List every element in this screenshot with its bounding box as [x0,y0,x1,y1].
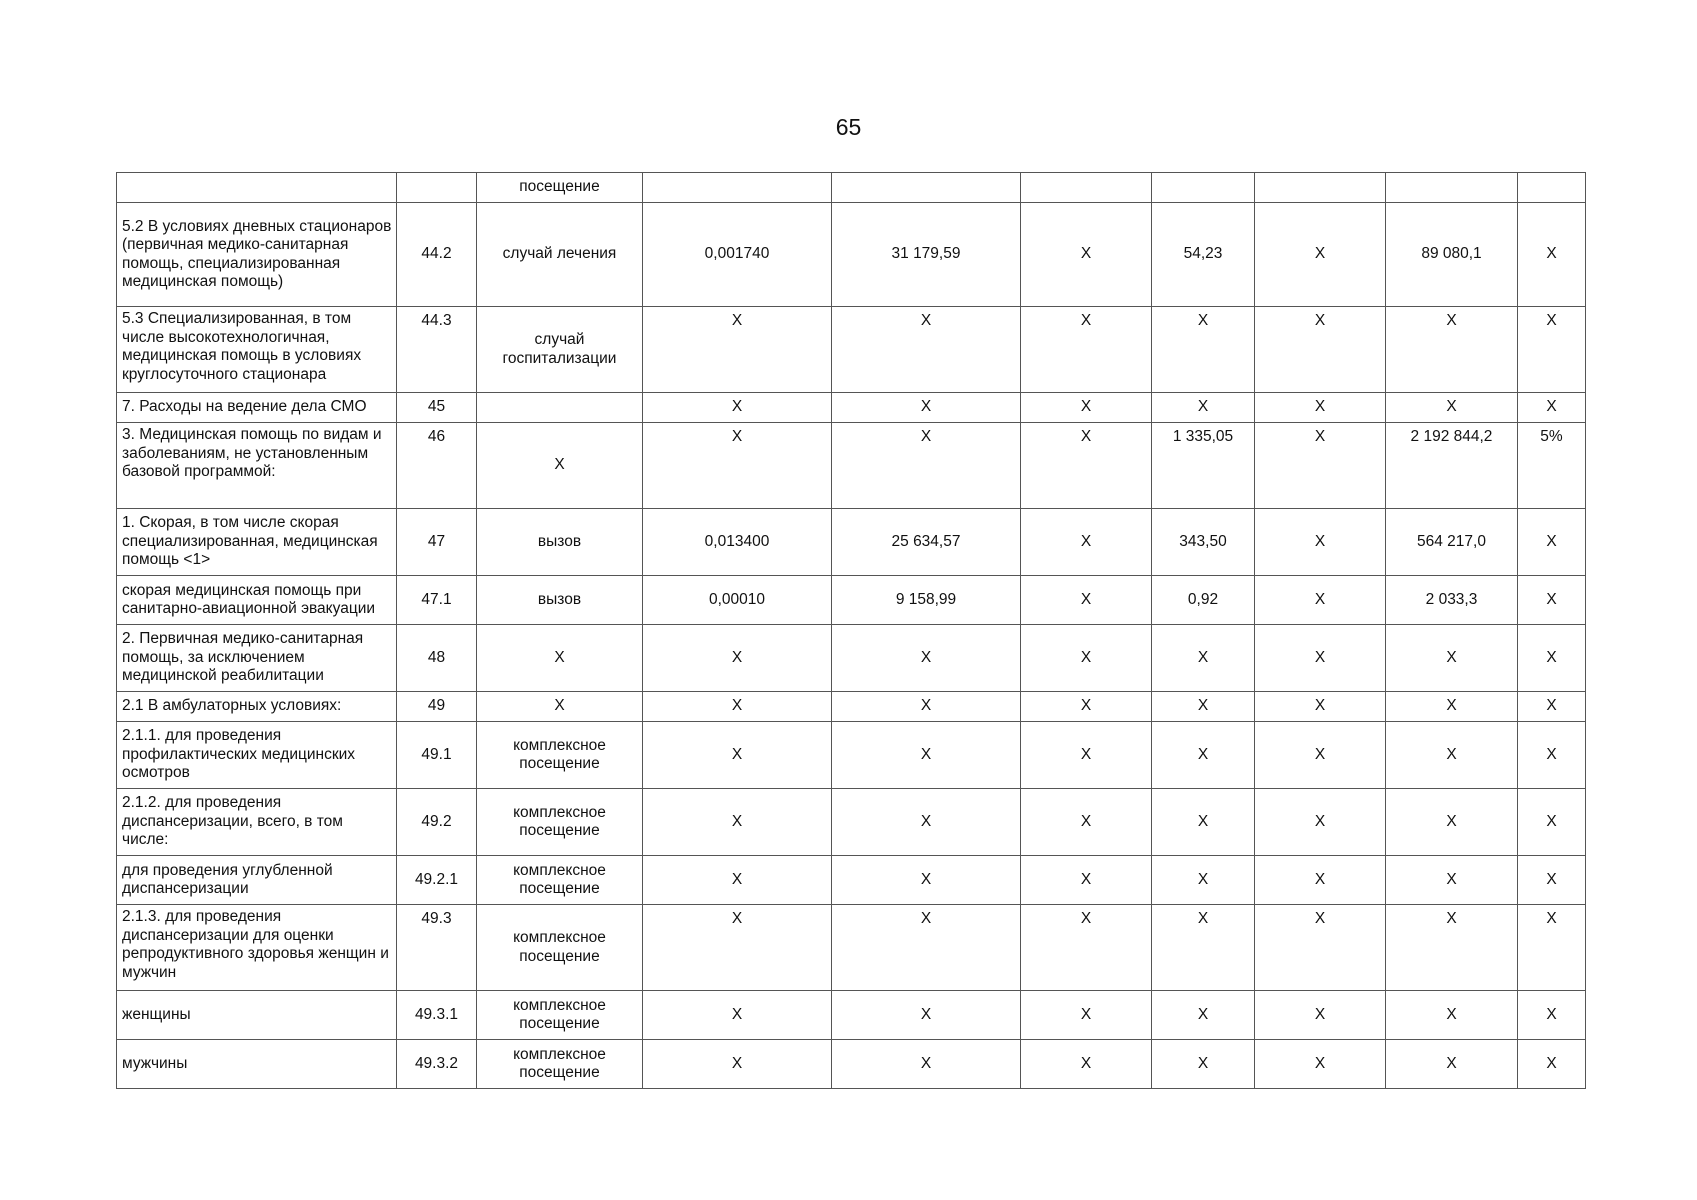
value-cell: Х [832,307,1021,393]
value-cell: Х [643,423,832,509]
value-cell: Х [1255,393,1386,423]
value-cell: Х [1255,692,1386,722]
value-cell: Х [832,991,1021,1040]
value-cell: Х [643,1040,832,1089]
value-cell: Х [1518,393,1586,423]
value-cell: Х [1152,393,1255,423]
unit-cell: комплексное посещение [477,991,643,1040]
row-code-cell [397,173,477,203]
row-name-cell [117,173,397,203]
unit-cell: комплексное посещение [477,1040,643,1089]
table-row [117,905,1586,991]
table-row [117,625,1586,692]
value-cell [832,173,1021,203]
value-cell: Х [1021,1040,1152,1089]
row-code-cell: 48 [397,625,477,692]
value-cell: Х [1021,203,1152,307]
value-cell: Х [1518,856,1586,905]
table-row [117,307,1586,393]
row-code-cell: 45 [397,393,477,423]
value-cell: 89 080,1 [1386,203,1518,307]
row-name-cell: 2.1.2. для проведения диспансеризации, всего, в том числе: [117,789,397,856]
value-cell: Х [1152,856,1255,905]
value-cell: Х [1255,203,1386,307]
unit-cell [477,393,643,423]
value-cell: Х [1152,1040,1255,1089]
value-cell: Х [832,625,1021,692]
value-cell: 9 158,99 [832,576,1021,625]
value-cell: Х [1386,991,1518,1040]
table-row [117,722,1586,789]
value-cell: Х [1255,991,1386,1040]
value-cell: Х [643,625,832,692]
value-cell: Х [1021,991,1152,1040]
row-name-cell: 3. Медицинская помощь по видам и заболеваниям, не установленным базовой программой: [117,423,397,509]
unit-cell: случай госпитализации [477,307,643,393]
unit-cell: посещение [477,173,643,203]
value-cell: Х [1255,625,1386,692]
table-row [117,576,1586,625]
value-cell: Х [832,905,1021,991]
unit-cell: комплексное посещение [477,905,643,991]
value-cell: Х [1386,789,1518,856]
value-cell: Х [1021,509,1152,576]
row-code-cell: 49.3.1 [397,991,477,1040]
value-cell: Х [1152,307,1255,393]
unit-cell: вызов [477,509,643,576]
table-row [117,173,1586,203]
value-cell [1021,173,1152,203]
value-cell: Х [1255,509,1386,576]
row-code-cell: 47.1 [397,576,477,625]
value-cell: Х [1386,307,1518,393]
value-cell: Х [832,692,1021,722]
row-name-cell: 7. Расходы на ведение дела СМО [117,393,397,423]
value-cell: Х [1021,722,1152,789]
value-cell: Х [1518,905,1586,991]
value-cell: Х [1518,625,1586,692]
value-cell: 0,001740 [643,203,832,307]
unit-cell: комплексное посещение [477,789,643,856]
value-cell: Х [1386,692,1518,722]
value-cell: 0,013400 [643,509,832,576]
unit-cell: Х [477,625,643,692]
value-cell: Х [832,423,1021,509]
unit-cell: комплексное посещение [477,856,643,905]
value-cell: 2 192 844,2 [1386,423,1518,509]
row-name-cell: скорая медицинская помощь при санитарно-авиационной эвакуации [117,576,397,625]
table-row [117,991,1586,1040]
value-cell: Х [1152,905,1255,991]
value-cell: Х [1518,509,1586,576]
row-name-cell: 2.1 В амбулаторных условиях: [117,692,397,722]
value-cell: Х [643,905,832,991]
value-cell: Х [832,1040,1021,1089]
row-code-cell: 49.3.2 [397,1040,477,1089]
value-cell: 343,50 [1152,509,1255,576]
value-cell: Х [1152,991,1255,1040]
row-code-cell: 44.2 [397,203,477,307]
value-cell: 2 033,3 [1386,576,1518,625]
table-row [117,203,1586,307]
value-cell: Х [832,856,1021,905]
value-cell [643,173,832,203]
value-cell: Х [1255,1040,1386,1089]
row-name-cell: для проведения углубленной диспансеризации [117,856,397,905]
table-row [117,856,1586,905]
value-cell: 0,92 [1152,576,1255,625]
value-cell: Х [643,789,832,856]
value-cell: Х [1255,423,1386,509]
value-cell: 564 217,0 [1386,509,1518,576]
value-cell: Х [1386,856,1518,905]
value-cell: Х [1518,692,1586,722]
row-code-cell: 47 [397,509,477,576]
value-cell: Х [643,692,832,722]
value-cell: Х [1021,856,1152,905]
unit-cell: Х [477,692,643,722]
value-cell: 5% [1518,423,1586,509]
value-cell: 0,00010 [643,576,832,625]
row-code-cell: 49.2.1 [397,856,477,905]
value-cell: Х [832,393,1021,423]
value-cell: Х [1152,692,1255,722]
row-code-cell: 44.3 [397,307,477,393]
value-cell: 1 335,05 [1152,423,1255,509]
value-cell: Х [1518,722,1586,789]
value-cell: Х [1518,576,1586,625]
row-code-cell: 49 [397,692,477,722]
value-cell: Х [1152,722,1255,789]
value-cell: Х [1386,625,1518,692]
value-cell: Х [643,307,832,393]
value-cell: 25 634,57 [832,509,1021,576]
row-name-cell: 2.1.3. для проведения диспансеризации для оценки репродуктивного здоровья женщин и мужчин [117,905,397,991]
unit-cell: комплексное посещение [477,722,643,789]
value-cell: Х [1152,789,1255,856]
value-cell [1518,173,1586,203]
value-cell: Х [832,722,1021,789]
row-name-cell: 2.1.1. для проведения профилактических медицинских осмотров [117,722,397,789]
row-name-cell: 1. Скорая, в том числе скорая специализированная, медицинская помощь <1> [117,509,397,576]
value-cell: Х [1518,307,1586,393]
row-name-cell: 5.2 В условиях дневных стационаров (первичная медико-санитарная помощь, специализированная медицинская помощь) [117,203,397,307]
value-cell: Х [1021,625,1152,692]
value-cell: Х [1386,1040,1518,1089]
value-cell: Х [1021,307,1152,393]
row-name-cell: мужчины [117,1040,397,1089]
value-cell: Х [1255,856,1386,905]
data-table [116,172,1586,1089]
table-row [117,509,1586,576]
value-cell [1386,173,1518,203]
table-row [117,1040,1586,1089]
value-cell: Х [1386,905,1518,991]
row-code-cell: 49.1 [397,722,477,789]
page-number: 65 [835,114,862,140]
value-cell: Х [1255,722,1386,789]
value-cell: Х [1518,789,1586,856]
unit-cell: случай лечения [477,203,643,307]
value-cell: Х [643,991,832,1040]
value-cell: Х [1152,625,1255,692]
row-code-cell: 49.3 [397,905,477,991]
value-cell: Х [1021,393,1152,423]
value-cell: Х [832,789,1021,856]
table-body [117,173,1586,1089]
value-cell: 54,23 [1152,203,1255,307]
value-cell: Х [1518,1040,1586,1089]
unit-cell: вызов [477,576,643,625]
value-cell: Х [1021,692,1152,722]
value-cell: Х [1386,722,1518,789]
row-name-cell: 2. Первичная медико-санитарная помощь, за исключением медицинской реабилитации [117,625,397,692]
table-row [117,423,1586,509]
value-cell [1152,173,1255,203]
value-cell: Х [643,856,832,905]
value-cell: Х [1255,789,1386,856]
value-cell: Х [1021,905,1152,991]
row-name-cell: женщины [117,991,397,1040]
value-cell [1255,173,1386,203]
table-row [117,789,1586,856]
unit-cell: Х [477,423,643,509]
value-cell: Х [643,393,832,423]
value-cell: Х [1518,991,1586,1040]
value-cell: Х [1255,576,1386,625]
value-cell: Х [1255,307,1386,393]
table-row [117,393,1586,423]
value-cell: Х [1386,393,1518,423]
value-cell: Х [1518,203,1586,307]
row-code-cell: 49.2 [397,789,477,856]
row-code-cell: 46 [397,423,477,509]
table-row [117,692,1586,722]
value-cell: Х [1021,789,1152,856]
value-cell: Х [1021,423,1152,509]
value-cell: Х [1021,576,1152,625]
value-cell: Х [1255,905,1386,991]
row-name-cell: 5.3 Специализированная, в том числе высокотехнологичная, медицинская помощь в условиях круглосуточного стационара [117,307,397,393]
value-cell: Х [643,722,832,789]
value-cell: 31 179,59 [832,203,1021,307]
